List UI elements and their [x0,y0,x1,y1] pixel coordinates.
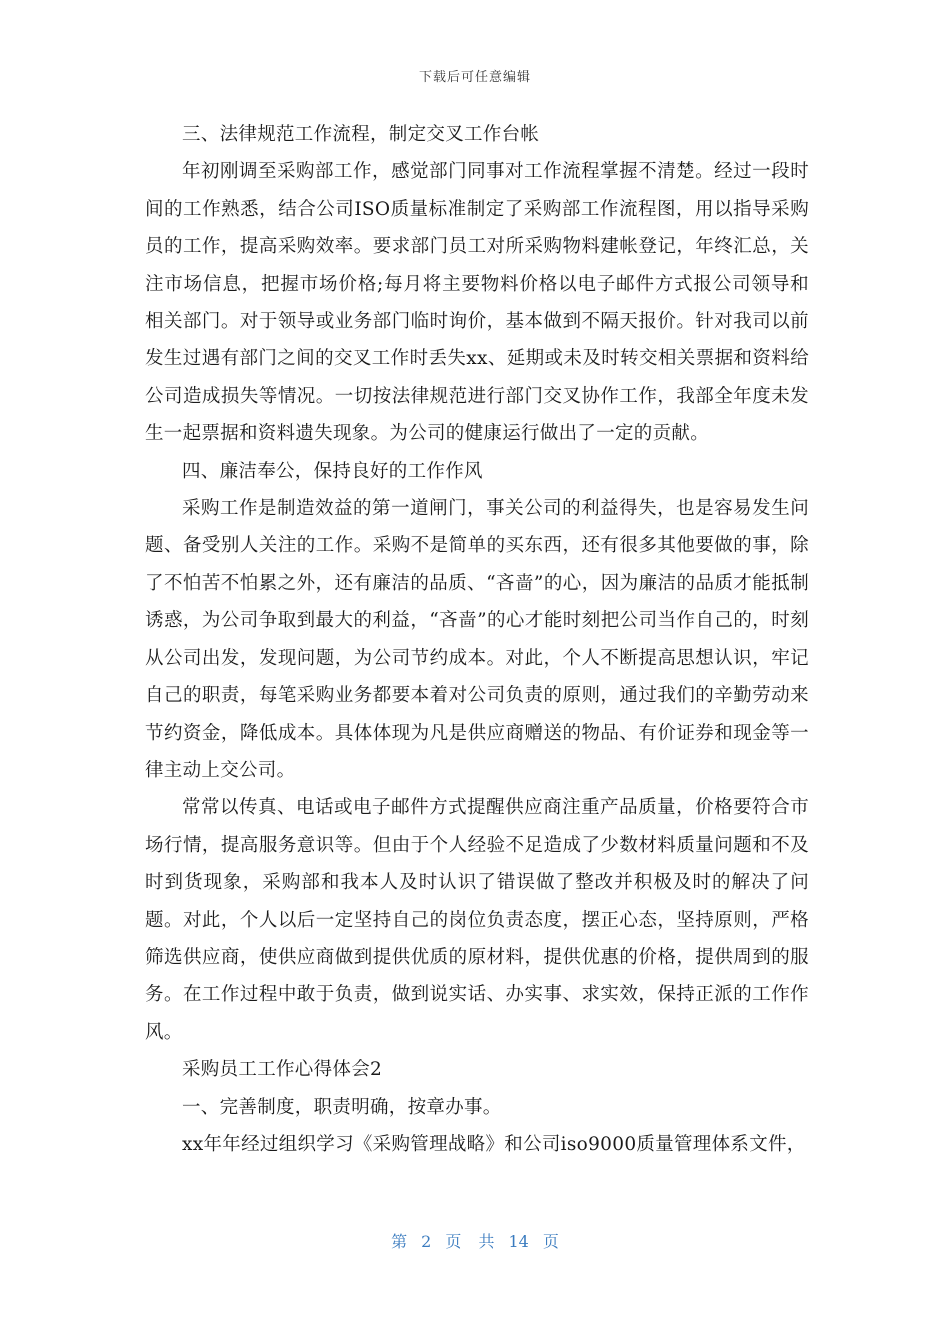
section-heading: 四、廉洁奉公，保持良好的工作作风 [182,460,483,482]
page-header: 下载后可任意编辑 [418,70,531,85]
section-heading: 三、法律规范工作流程，制定交叉工作台帐 [182,124,540,145]
body-paragraph: 常常以传真、电话或电子邮件方式提醒供应商注重产品质量，价格要符合市场行情，提高服务意识等。但由于个人经验不足造成了少数材料质量问题和不及时到货现象，采购部和我本人及时认识了错误做了整改并积极及时的解决了问题。对此，个人以后一定坚持自己的岗位负责态度，摆正心态，坚持原则，严格筛选供应商，使供应商做到提供优质的原材料，提供优惠的价格，提供周到的服务。在工作过程中敢于负责，做到说实话、办实事、求实效，保持正派的工作作风。 [145,797,809,1043]
footer-label-end: 页 [542,1232,559,1251]
body-paragraph: 年初刚调至采购部工作，感觉部门同事对工作流程掌握不清楚。经过一段时间的工作熟悉，结合公司ISO质量标准制定了采购部工作流程图，用以指导采购员的工作，提高采购效率。要求部门员工对所采购物料建帐登记，年终汇总，关注市场信息，把握市场价格;每月将主要物料价格以电子邮件方式报公司领导和相关部门。对于领导或业务部门临时询价，基本做到不隔天报价。针对我司以前发生过遇有部门之间的交叉工作时丢失xx、延期或未及时转交相关票据和资料给公司造成损失等情况。一切按法律规范进行部门交叉协作工作，我部全年度未发生一起票据和资料遗失现象。为公司的健康运行做出了一定的贡献。 [145,161,809,445]
body-paragraph: 采购工作是制造效益的第一道闸门，事关公司的利益得失，也是容易发生问题、备受别人关注的工作。采购不是简单的买东西，还有很多其他要做的事，除了不怕苦不怕累之外，还有廉洁的品质、“吝啬”的心，因为廉洁的品质才能抵制诱惑，为公司争取到最大的利益，“吝啬”的心才能时刻把公司当作自己的，时刻从公司出发，发现问题，为公司节约成本。对此，个人不断提高思想认识，牢记自己的职责，每笔采购业务都要本着对公司负责的原则，通过我们的辛勤劳动来节约资金，降低成本。具体体现为凡是供应商赠送的物品、有价证券和现金等一律主动上交公司。 [145,498,809,781]
document-body [145,116,809,1163]
footer-label-of: 页 共 [445,1232,495,1251]
footer-total-pages: 14 [508,1232,529,1251]
footer-label-page: 第 [391,1232,408,1251]
article-title: 采购员工工作心得体会2 [182,1059,383,1081]
body-paragraph: xx年年经过组织学习《采购管理战略》和公司iso9000质量管理体系文件， [182,1133,806,1155]
page-footer [0,1229,950,1252]
footer-current-page: 2 [421,1232,432,1251]
section-heading: 一、完善制度，职责明确，按章办事。 [182,1096,502,1118]
